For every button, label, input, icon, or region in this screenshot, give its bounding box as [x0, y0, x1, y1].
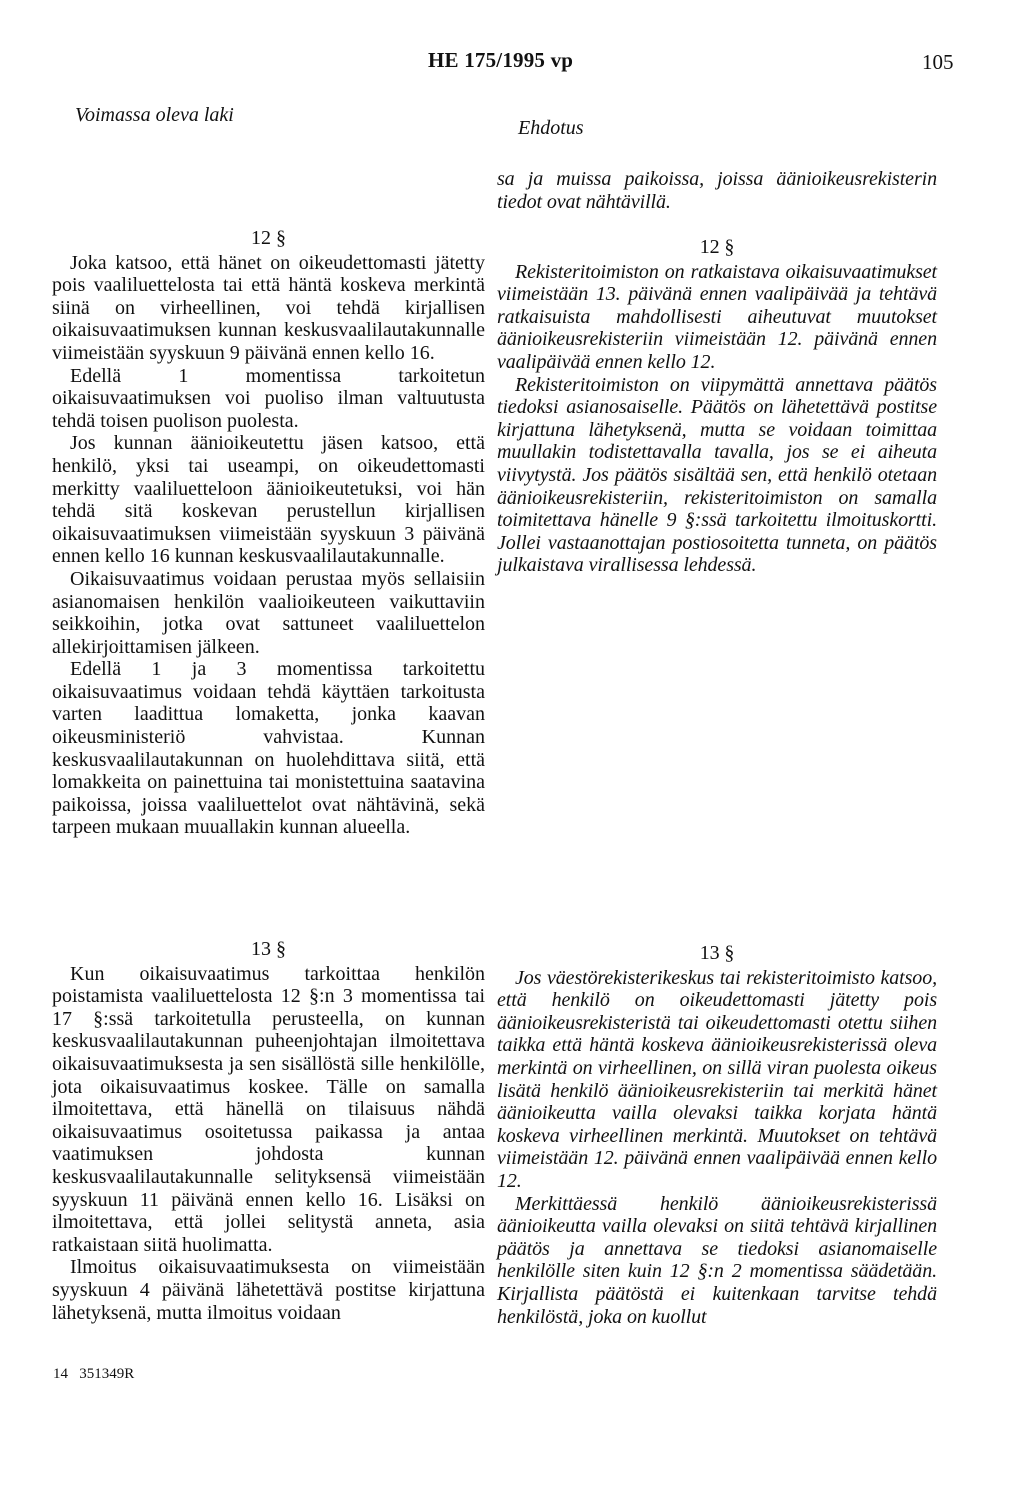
- left-section-13: [52, 938, 485, 1324]
- paragraph: sa ja muissa paikoissa, joissa äänioikeusrekisterin tiedot ovat nähtävillä.: [497, 168, 937, 213]
- paragraph: Merkittäessä henkilö äänioikeusrekisterissä äänioikeutta vailla olevaksi on siitä tehtävä kirjallinen päätös ja annettava se tiedoksi asianomaiselle henkilölle siten kuin 12 §:n 2 momentissa säädetään. Kirjallista päätöstä ei kuitenkaan tarvitse tehdä henkilöstä, joka on kuollut: [497, 1192, 937, 1328]
- paragraph: Oikaisuvaatimus voidaan perustaa myös sellaisiin asianomaisen henkilön vaalioikeuteen vaikuttaviin seikkoihin, jotka ovat sattuneet vaaliluettelon allekirjoittamisen jälkeen.: [52, 567, 485, 658]
- section-13-title: 13 §: [251, 938, 286, 960]
- page-number: 105: [922, 50, 954, 74]
- right-carryover: [497, 168, 937, 213]
- paragraph: Joka katsoo, että hänet on oikeudettomasti jätetty pois vaaliluettelosta tai että häntä koskeva merkintä siinä on virheellinen, voi tehdä kirjallisen oikaisuvaatimuksen kunnan keskusvaalilautakunnalle viimeistään syyskuun 9 päivänä ennen kello 16.: [52, 251, 485, 364]
- print-code: 14 351349R: [53, 1366, 135, 1382]
- section-12-title: 12 §: [251, 227, 286, 249]
- proposal-heading: Ehdotus: [518, 117, 584, 139]
- left-section-12: [52, 227, 485, 839]
- paragraph: Rekisteritoimiston on viipymättä annettava päätös tiedoksi asianosaiselle. Päätös on lähetettävä postitse kirjattuna lähetyksenä, mutta se voidaan toimittaa muullakin todistettavalla tavalla, jos se ei aiheuta viivytystä. Jos päätös sisältää sen, että henkilö otetaan äänioikeusrekisteriin, rekisteritoimiston on samalla toimitettava hänelle 9 §:ssä tarkoitettu ilmoituskortti. Jollei vastaanottajan postiosoitetta tunneta, on päätös julkaistava virallisessa lehdessä.: [497, 373, 937, 577]
- right-section-12: [497, 236, 937, 577]
- paragraph: Jos väestörekisterikeskus tai rekisteritoimisto katsoo, että henkilö on oikeudettomasti jätetty pois äänioikeusrekisteristä tai oikeudettomasti otettu siihen taikka että häntä koskeva äänioikeusrekisterissä oleva merkintä on virheellinen, on sillä viran puolesta oikeus lisätä henkilö äänioikeusrekisteriin tai merkitä hänet äänioikeutta vailla olevaksi taikka korjata häntä koskeva virheellinen merkintä. Muutokset on tehtävä viimeistään 12. päivänä ennen vaalipäivää ennen kello 12.: [497, 966, 937, 1192]
- page-header: [0, 48, 1024, 88]
- paragraph: Edellä 1 momentissa tarkoitetun oikaisuvaatimuksen voi puoliso ilman valtuutusta tehdä toisen puolison puolesta.: [52, 364, 485, 432]
- paragraph: Edellä 1 ja 3 momentissa tarkoitettu oikaisuvaatimus voidaan tehdä käyttäen tarkoitusta varten laadittua lomaketta, jonka kaavan oikeusministeriö vahvistaa. Kunnan keskusvaalilautakunnan on huolehdittava siitä, että lomakkeita on painettuina tai monistettuina saatavina paikoissa, joissa vaaliluettelot ovat nähtävinä, sekä tarpeen mukaan muuallakin kunnan alueella.: [52, 658, 485, 839]
- paragraph: Ilmoitus oikaisuvaatimuksesta on viimeistään syyskuun 4 päivänä lähetettävä postitse kirjattuna lähetyksenä, mutta ilmoitus voidaan: [52, 1256, 485, 1324]
- paragraph: Jos kunnan äänioikeutettu jäsen katsoo, että henkilö, yksi tai useampi, on oikeudettomasti merkitty vaaliluetteloon äänioikeutetuksi, voi hän tehdä sitä koskevan perustellun kirjallisen oikaisuvaatimuksen viimeistään syyskuun 3 päivänä ennen kello 16 kunnan keskusvaalilautakunnalle.: [52, 432, 485, 568]
- paragraph: Kun oikaisuvaatimus tarkoittaa henkilön poistamista vaaliluettelosta 12 §:n 3 momentissa tai 17 §:ssä tarkoitetulla perusteella, on kunnan keskusvaalilautakunnan puheenjohtajan ilmoitettava oikaisuvaatimuksesta ja sen sisällöstä sille henkilölle, jota oikaisuvaatimus koskee. Tälle on samalla ilmoitettava, että hänellä on tilaisuus nähdä oikaisuvaatimus osoitetussa paikassa ja antaa vaatimuksen johdosta kunnan keskusvaalilautakunnalle selityksensä viimeistään syyskuun 11 päivänä ennen kello 16. Lisäksi on ilmoitettava, että jollei selitystä anneta, asia ratkaistaan siitä huolimatta.: [52, 962, 485, 1256]
- current-law-heading: Voimassa oleva laki: [75, 104, 234, 126]
- document-id: HE 175/1995 vp: [428, 48, 574, 72]
- paragraph: Rekisteritoimiston on ratkaistava oikaisuvaatimukset viimeistään 13. päivänä ennen vaalipäivää ja tehtävä ratkaisuista mahdollisesti aiheutuvat muutokset äänioikeusrekisteriin viimeistään 12. päivänä ennen vaalipäivää ennen kello 12.: [497, 260, 937, 373]
- right-section-13: [497, 942, 937, 1328]
- section-12-title: 12 §: [699, 236, 735, 258]
- section-13-title: 13 §: [699, 942, 735, 964]
